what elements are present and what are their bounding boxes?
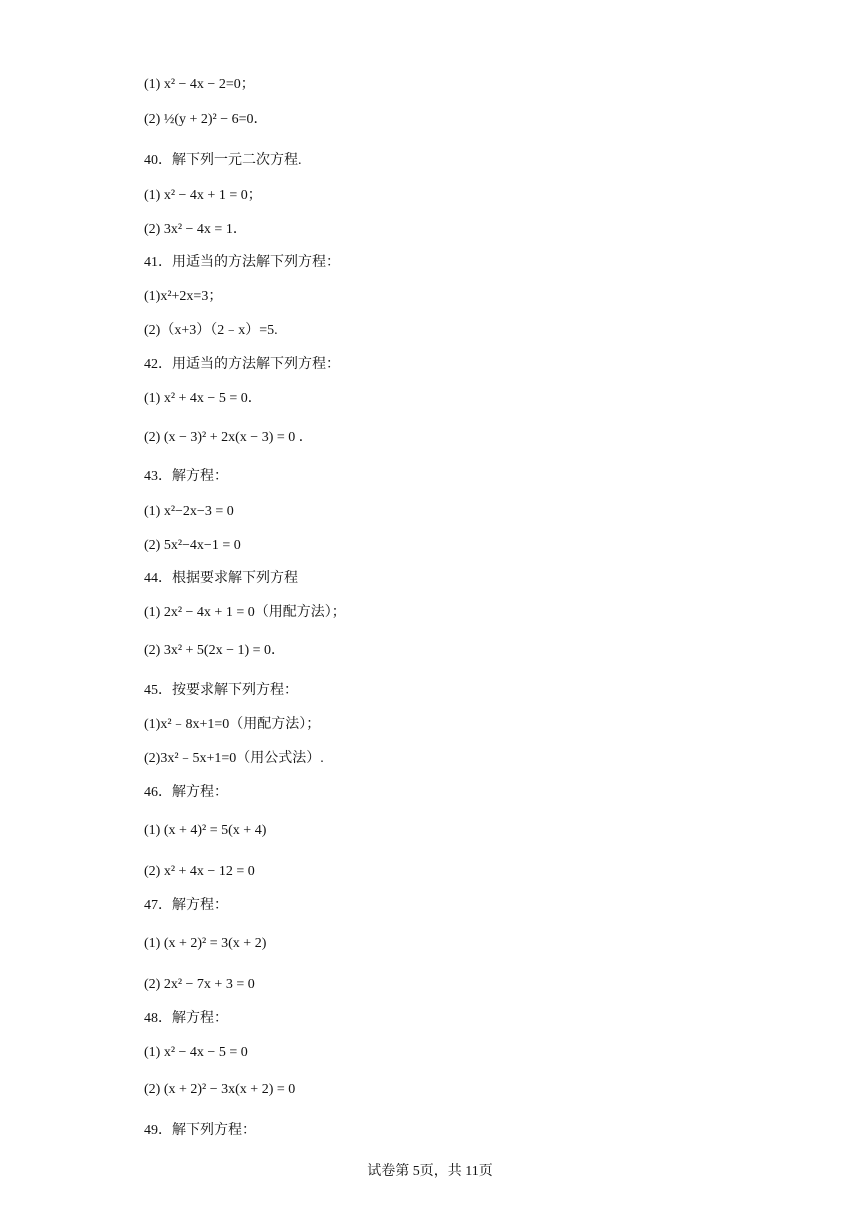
sub-question-1: (1) x² − 4x + 1 = 0； bbox=[144, 188, 262, 203]
sub-question-2: (2)3x²﹣5x+1=0（用公式法）. bbox=[144, 751, 324, 766]
sub-question-1: (1) (x + 2)² = 3(x + 2) bbox=[144, 936, 267, 951]
sub-question-2: (2) 3x² − 4x = 1． bbox=[144, 222, 247, 237]
sub-question-1: (1)x²﹣8x+1=0（用配方法）； bbox=[144, 717, 321, 732]
question-heading-42: 42．用适当的方法解下列方程： bbox=[144, 357, 340, 372]
sub-question-1: (1) x² − 4x − 2=0； bbox=[144, 77, 255, 92]
sub-question-2: (2) ½(y + 2)² − 6=0． bbox=[144, 112, 268, 127]
sub-question-1: (1) x² + 4x − 5 = 0． bbox=[144, 391, 262, 406]
question-heading-48: 48．解方程： bbox=[144, 1011, 228, 1026]
sub-question-1: (1) (x + 4)² = 5(x + 4) bbox=[144, 823, 267, 838]
sub-question-2: (2) (x − 3)² + 2x(x − 3) = 0 ． bbox=[144, 430, 313, 445]
sub-question-1: (1) x²−2x−3 = 0 bbox=[144, 504, 234, 519]
sub-question-1: (1)x²+2x=3； bbox=[144, 289, 223, 304]
sub-question-1: (1) x² − 4x − 5 = 0 bbox=[144, 1045, 248, 1060]
question-heading-40: 40．解下列一元二次方程. bbox=[144, 153, 302, 168]
sub-question-2: (2) 5x²−4x−1 = 0 bbox=[144, 538, 241, 553]
sub-question-2: (2) x² + 4x − 12 = 0 bbox=[144, 864, 255, 879]
sub-question-2: (2) 3x² + 5(2x − 1) = 0． bbox=[144, 643, 286, 658]
question-heading-41: 41．用适当的方法解下列方程： bbox=[144, 255, 340, 270]
sub-question-2: (2) 2x² − 7x + 3 = 0 bbox=[144, 977, 255, 992]
question-heading-47: 47．解方程： bbox=[144, 898, 228, 913]
sub-question-2: (2)（x+3）（2﹣x）=5. bbox=[144, 323, 278, 338]
page-footer: 试卷第 5页，共 11页 bbox=[367, 1164, 493, 1179]
sub-question-2: (2) (x + 2)² − 3x(x + 2) = 0 bbox=[144, 1082, 296, 1097]
question-heading-44: 44．根据要求解下列方程 bbox=[144, 571, 298, 586]
sub-question-1: (1) 2x² − 4x + 1 = 0（用配方法）； bbox=[144, 605, 346, 620]
question-heading-49: 49．解下列方程： bbox=[144, 1123, 256, 1138]
question-heading-46: 46．解方程： bbox=[144, 785, 228, 800]
question-heading-43: 43．解方程： bbox=[144, 469, 228, 484]
question-heading-45: 45．按要求解下列方程： bbox=[144, 683, 298, 698]
